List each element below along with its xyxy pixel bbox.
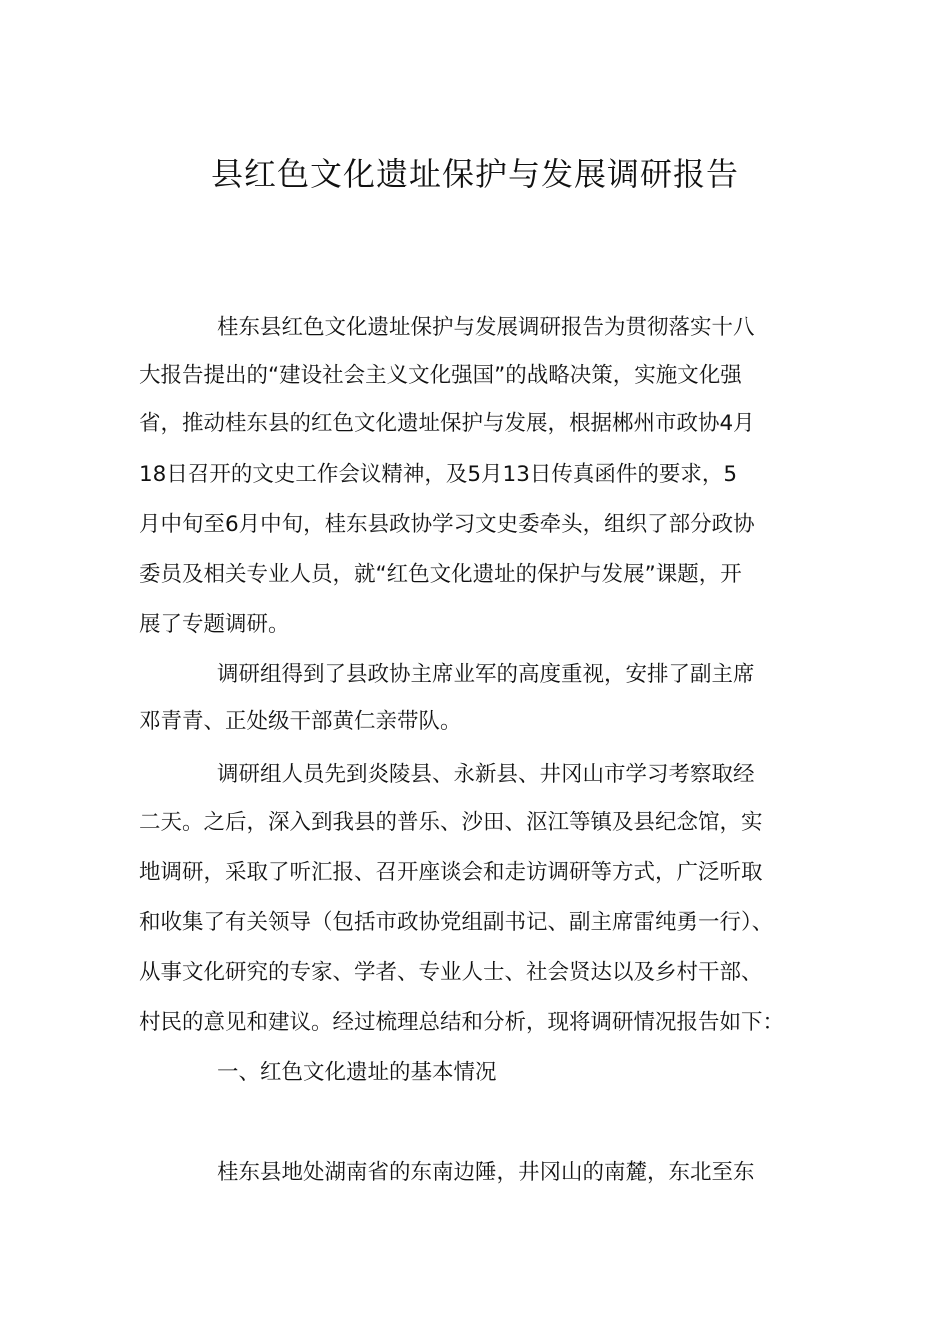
paragraph-line: 从事文化研究的专家、学者、专业人士、社会贤达以及乡村干部、 (139, 960, 763, 985)
paragraph-line: 大报告提出的“建设社会主义文化强国”的战略决策，实施文化强 (139, 363, 742, 388)
paragraph-line: 地调研，采取了听汇报、召开座谈会和走访调研等方式，广泛听取 (139, 860, 763, 885)
paragraph-line: 邓青青、正处级干部黄仁亲带队。 (139, 709, 462, 734)
paragraph-line: 二天。之后，深入到我县的普乐、沙田、沤江等镇及县纪念馆，实 (139, 810, 763, 835)
paragraph-line: 桂东县红色文化遗址保护与发展调研报告为贯彻落实十八 (217, 315, 755, 340)
paragraph-line: 18日召开的文史工作会议精神，及5月13日传真函件的要求，5 (139, 462, 738, 487)
document-title: 县红色文化遗址保护与发展调研报告 (210, 155, 739, 193)
paragraph-line: 展了专题调研。 (139, 612, 290, 637)
paragraph-line: 桂东县地处湖南省的东南边陲，井冈山的南麓，东北至东 (217, 1160, 755, 1185)
paragraph-line: 和收集了有关领导（包括市政协党组副书记、副主席雷纯勇一行）、 (139, 910, 774, 935)
paragraph-line: 月中旬至6月中旬，桂东县政协学习文史委牵头，组织了部分政协 (139, 512, 755, 537)
paragraph-line: 省，推动桂东县的红色文化遗址保护与发展，根据郴州市政协4月 (139, 411, 755, 436)
paragraph-line: 调研组人员先到炎陵县、永新县、井冈山市学习考察取经 (217, 762, 755, 787)
paragraph-line: 委员及相关专业人员，就“红色文化遗址的保护与发展”课题，开 (139, 562, 742, 587)
paragraph-line: 调研组得到了县政协主席业军的高度重视，安排了副主席 (217, 662, 755, 687)
paragraph-line: 村民的意见和建议。经过梳理总结和分析，现将调研情况报告如下： (139, 1010, 785, 1035)
section-heading: 一、红色文化遗址的基本情况 (217, 1060, 497, 1085)
